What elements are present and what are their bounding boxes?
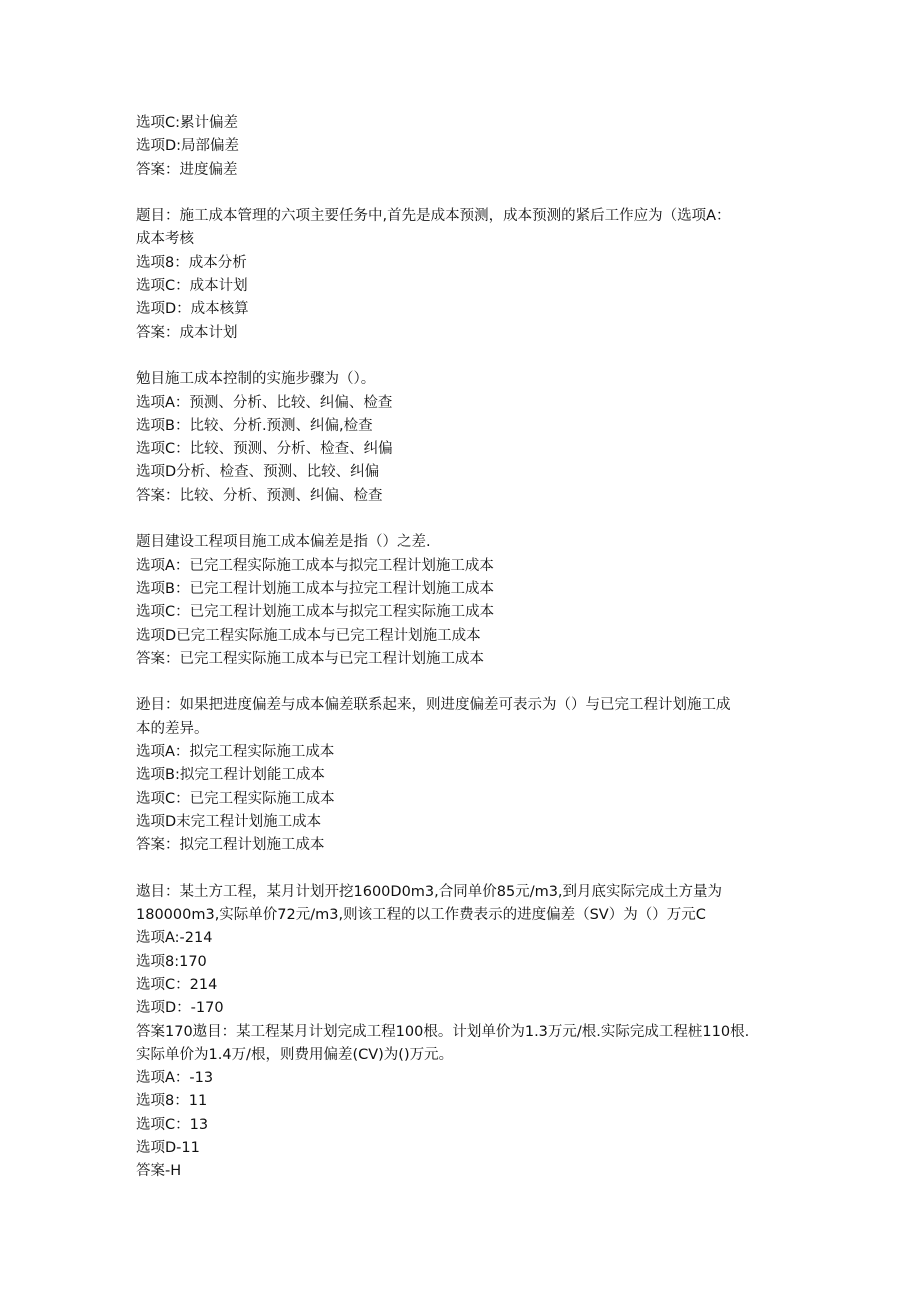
option-a: 选项A：拟完工程实际施工成本 — [136, 744, 335, 761]
question-title: 题目：施工成本管理的六项主要任务中,首先是成本预测，成本预测的紧后工作应为（选项A： — [136, 208, 731, 225]
question-title: 逊目：如果把进度偏差与成本偏差联系起来，则进度偏差可表示为（）与已完工程计划施工成 — [136, 697, 731, 714]
option-b: 选项B：已完工程计划施工成本与拉完工程计划施工成本 — [136, 580, 494, 597]
question-title-continued: 180000m3,实际单价72元/m3,则该工程的以工作费表示的进度偏差（SV）为（）万元C — [136, 907, 706, 924]
option-c: 选项C：比较、预测、分析、检查、纠偏 — [136, 441, 393, 458]
option-c: 选项C:累计偏差 — [136, 115, 239, 131]
option-b: 选项8：11 — [136, 1093, 208, 1110]
block-gap — [136, 508, 796, 531]
option-a: 选项A：已完工程实际施工成本与拟完工程计划施工成本 — [136, 557, 494, 574]
option-a: 选项A:-214 — [136, 930, 213, 947]
answer-and-next-question: 答案170遨目：某工程某月计划完成工程100根。计划单价为1.3万元/根.实际完成工程桩110根. — [136, 1023, 750, 1040]
option-a: 选项A：预测、分析、比较、纠偏、检查 — [136, 394, 393, 411]
question-title: 勉目施工成本控制的实施步骤为（）。 — [136, 371, 376, 388]
answer: 答案：已完工程实际施工成本与已完工程计划施工成本 — [136, 650, 484, 667]
document-body — [136, 112, 796, 1184]
answer: 答案：比较、分析、预测、纠偏、检查 — [136, 487, 383, 504]
option-d: 选项D已完工程实际施工成本与已完工程计划施工成本 — [136, 627, 481, 644]
block-gap — [136, 858, 796, 881]
answer: 答案-H — [136, 1163, 182, 1180]
question-title: 题目建设工程项目施工成本偏差是指（）之差. — [136, 534, 431, 551]
answer: 答案：拟完工程计划施工成本 — [136, 837, 325, 854]
option-d: 选项D分析、检查、预测、比较、纠偏 — [136, 464, 380, 481]
question-title: 遨目：某土方工程，某月计划开挖1600D0m3,合同单价85元/m3,到月底实际完成土方量为 — [136, 883, 723, 900]
answer: 答案：成本计划 — [136, 324, 238, 341]
answer: 答案：进度偏差 — [136, 161, 238, 178]
option-c: 选项C：已完工程计划施工成本与拟完工程实际施工成本 — [136, 604, 495, 621]
option-b: 选项8:170 — [136, 953, 207, 970]
option-c: 选项C：已完工程实际施工成本 — [136, 790, 335, 807]
question-title-continued: 本的差异。 — [136, 720, 209, 737]
option-d: 选项D：成本核算 — [136, 301, 249, 318]
block-gap — [136, 182, 796, 205]
question-block-3 — [136, 368, 796, 508]
question-block-5 — [136, 694, 796, 857]
option-c: 选项C：214 — [136, 976, 218, 993]
option-d: 选项D：-170 — [136, 1000, 224, 1017]
option-d: 选项D-11 — [136, 1140, 200, 1157]
question-block-1 — [136, 112, 796, 182]
option-a: 选项A：-13 — [136, 1070, 214, 1087]
option-b: 选项8：成本分析 — [136, 254, 247, 271]
question-block-6 — [136, 881, 796, 1184]
question-title-continued: 实际单价为1.4万/根，则费用偏差(CV)为()万元。 — [136, 1046, 454, 1063]
option-c: 选项C：成本计划 — [136, 278, 248, 295]
option-b: 选项B：比较、分析.预测、纠偏,检查 — [136, 417, 373, 434]
option-d: 选项D:局部偏差 — [136, 138, 240, 155]
block-gap — [136, 671, 796, 694]
option-c: 选项C：13 — [136, 1116, 209, 1133]
option-d: 选项D末完工程计划施工成本 — [136, 813, 322, 830]
question-block-4 — [136, 531, 796, 671]
question-block-2 — [136, 205, 796, 345]
question-title-continued: 成本考核 — [136, 231, 194, 248]
block-gap — [136, 345, 796, 368]
option-b: 选项B:拟完工程计划能工成本 — [136, 767, 325, 784]
